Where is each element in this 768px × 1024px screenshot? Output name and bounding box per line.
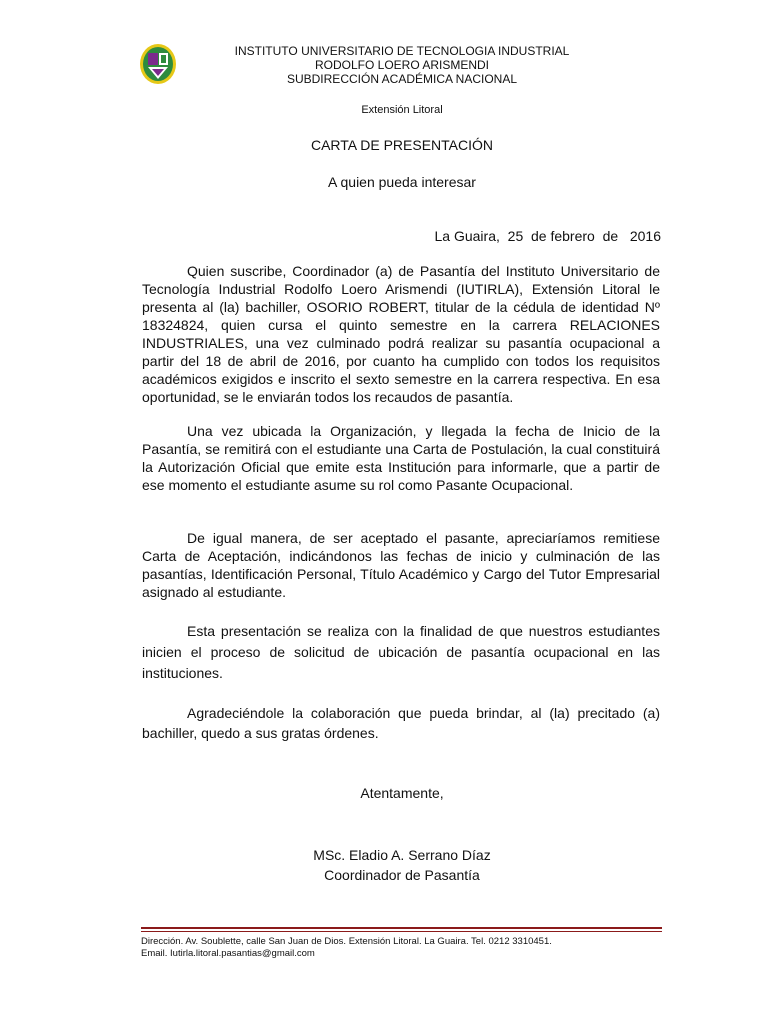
- institution-subname: RODOLFO LOERO ARISMENDI: [314, 58, 490, 72]
- footer-email: Email. Iutirla.litoral.pasantias@gmail.com: [141, 948, 315, 959]
- extension-name: Extensión Litoral: [361, 104, 443, 116]
- signatory-role: Coordinador de Pasantía: [324, 867, 480, 883]
- footer-divider-thin: [141, 931, 662, 932]
- footer-address: Dirección. Av. Soublette, calle San Juan de Dios. Extensión Litoral. La Guaira. Tel. 0212 3310451.: [141, 936, 552, 947]
- paragraph-text: Quien suscribe, Coordinador (a) de Pasantía del Instituto Universitario de Tecnología Industrial Rodolfo Loero Arismendi (IUTIRLA), Extensión Litoral le presenta al (la) bachiller, OSORIO ROBERT, titular de la cédula de identidad Nº 18324824, quien cursa el quinto semestre en la carrera RELACIONES INDUSTRIALES, una vez culminado podrá realizar su pasantía ocupacional a partir del 18 de abril de 2016, por cuanto ha cumplido con todos los requisitos académicos exigidos e inscrito el sexto semestre en la carrera respectiva. En esa oportunidad, se le enviarán todos los recaudos de pasantía.: [142, 263, 660, 405]
- paragraph-text: De igual manera, de ser aceptado el pasante, apreciaríamos remitiese Carta de Aceptación, indicándonos las fechas de inicio y culminación de las pasantías, Identificación Personal, Título Académico y Cargo del Tutor Empresarial asignado al estudiante.: [142, 530, 660, 600]
- signatory-name: MSc. Eladio A. Serrano Díaz: [313, 847, 491, 863]
- greeting: A quien pueda interesar: [328, 174, 476, 190]
- body-paragraph-4: [142, 621, 660, 684]
- letter-title: CARTA DE PRESENTACIÓN: [310, 137, 494, 153]
- letterhead: [140, 44, 664, 86]
- paragraph-text: Una vez ubicada la Organización, y llegada la fecha de Inicio de la Pasantía, se remitirá con el estudiante una Carta de Postulación, la cual constituirá la Autorización Oficial que emite esta Institución para informarle, que a partir de ese momento el estudiante asume su rol como Pasante Ocupacional.: [142, 423, 660, 493]
- closing: Atentamente,: [360, 785, 444, 801]
- institution-name: INSTITUTO UNIVERSITARIO DE TECNOLOGIA INDUSTRIAL: [234, 44, 570, 58]
- body-paragraph-5: [142, 703, 660, 743]
- footer: [141, 936, 552, 960]
- paragraph-text: Agradeciéndole la colaboración que pueda brindar, al (la) precitado (a) bachiller, quedo a sus gratas órdenes.: [142, 705, 660, 741]
- footer-divider: [141, 927, 662, 929]
- body-paragraph-2: [142, 422, 660, 494]
- department-name: SUBDIRECCIÓN ACADÉMICA NACIONAL: [286, 72, 518, 86]
- letter-date: La Guaira, 25 de febrero de 2016: [434, 228, 661, 244]
- body-paragraph-1: [142, 262, 660, 406]
- paragraph-text: Esta presentación se realiza con la finalidad de que nuestros estudiantes inicien el proceso de solicitud de ubicación de pasantía ocupacional en las instituciones.: [142, 623, 660, 681]
- body-paragraph-3: [142, 529, 660, 601]
